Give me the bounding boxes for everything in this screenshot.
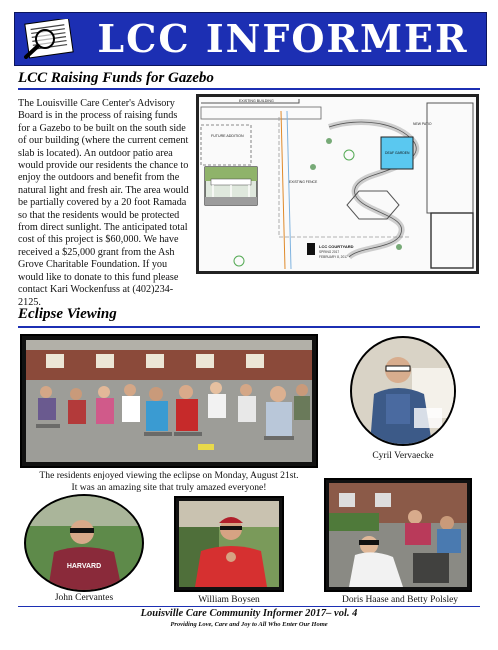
newsletter-page: [10, 8, 488, 640]
cyril-photo-image: [352, 338, 454, 444]
masthead: [14, 12, 487, 66]
gazebo-body: The Louisville Care Center's Advisory Board is in the process of raising funds for a Gazebo to be built on the south side of our building (where the current cement slab is located). An outdoor patio area would provide our residents the chance to enjoy the outdoors and benefit from the natural light and fresh air. The area would be partially covered by a 20 foot Ramada so that the residents would be protected from direct sunlight. The anticipated total cost of this project is $60,000. We have received a $25,000 grant from the Ash Grove Charitable Foundation. If you would like to donate to this fund please contact Kari Wockenfuss at (402)234-2125.: [18, 98, 189, 308]
gazebo-heading: LCC Raising Funds for Gazebo: [18, 70, 214, 86]
site-plan-drawing: [199, 97, 476, 271]
map-label-future-addition: FUTURE ADDITION: [211, 134, 244, 138]
newspaper-magnifier-icon: [21, 19, 77, 59]
doris-betty-photo: [324, 478, 472, 592]
footer-tagline: Providing Love, Care and Joy to All Who Enter Our Home: [170, 621, 328, 628]
map-label-existing-building: EXISTING BUILDING: [239, 99, 274, 103]
courtyard-site-plan: [196, 94, 479, 274]
map-title-block: LCC COURTYARD: [319, 244, 354, 249]
harvard-shirt-text: HARVARD: [66, 563, 102, 570]
john-photo: [24, 494, 144, 592]
doris-betty-photo-image: [329, 483, 467, 587]
group-photo-image: [26, 340, 312, 462]
map-label-existing-fence: EXISTING FENCE: [289, 180, 318, 184]
eclipse-heading: Eclipse Viewing: [18, 306, 117, 322]
cyril-caption: Cyril Vervaecke: [372, 451, 434, 461]
masthead-title: LCC INFORMER: [97, 16, 469, 61]
map-title-sub: SPRING 2017: [319, 250, 340, 254]
eclipse-rule: [18, 326, 480, 328]
footer-title: Louisville Care Community Informer 2017– vol. 4: [140, 608, 358, 619]
eclipse-caption-line2: It was an amazing site that truly amazed everyone!: [71, 482, 267, 493]
gazebo-rule: [18, 88, 480, 90]
map-date: FEBRUARY 8, 2017: [319, 255, 348, 259]
doris-betty-caption: Doris Haase and Betty Polsley: [341, 595, 459, 605]
footer-rule: [18, 606, 480, 607]
eclipse-caption-line1: The residents enjoyed viewing the eclipse on Monday, August 21st.: [39, 470, 299, 481]
map-label-deaf-garden: DEAF GARDEN: [385, 151, 410, 155]
john-photo-image: [26, 496, 142, 590]
group-eclipse-photo: [20, 334, 318, 468]
map-label-new-patio: NEW PATIO: [413, 122, 432, 126]
gazebo-article: [18, 98, 190, 309]
william-caption: William Boysen: [198, 595, 260, 605]
john-caption: John Cervantes: [54, 593, 114, 603]
map-title-logo: [307, 243, 315, 255]
william-photo-image: [179, 501, 279, 587]
william-photo: [174, 496, 284, 592]
cyril-photo: [350, 336, 456, 446]
